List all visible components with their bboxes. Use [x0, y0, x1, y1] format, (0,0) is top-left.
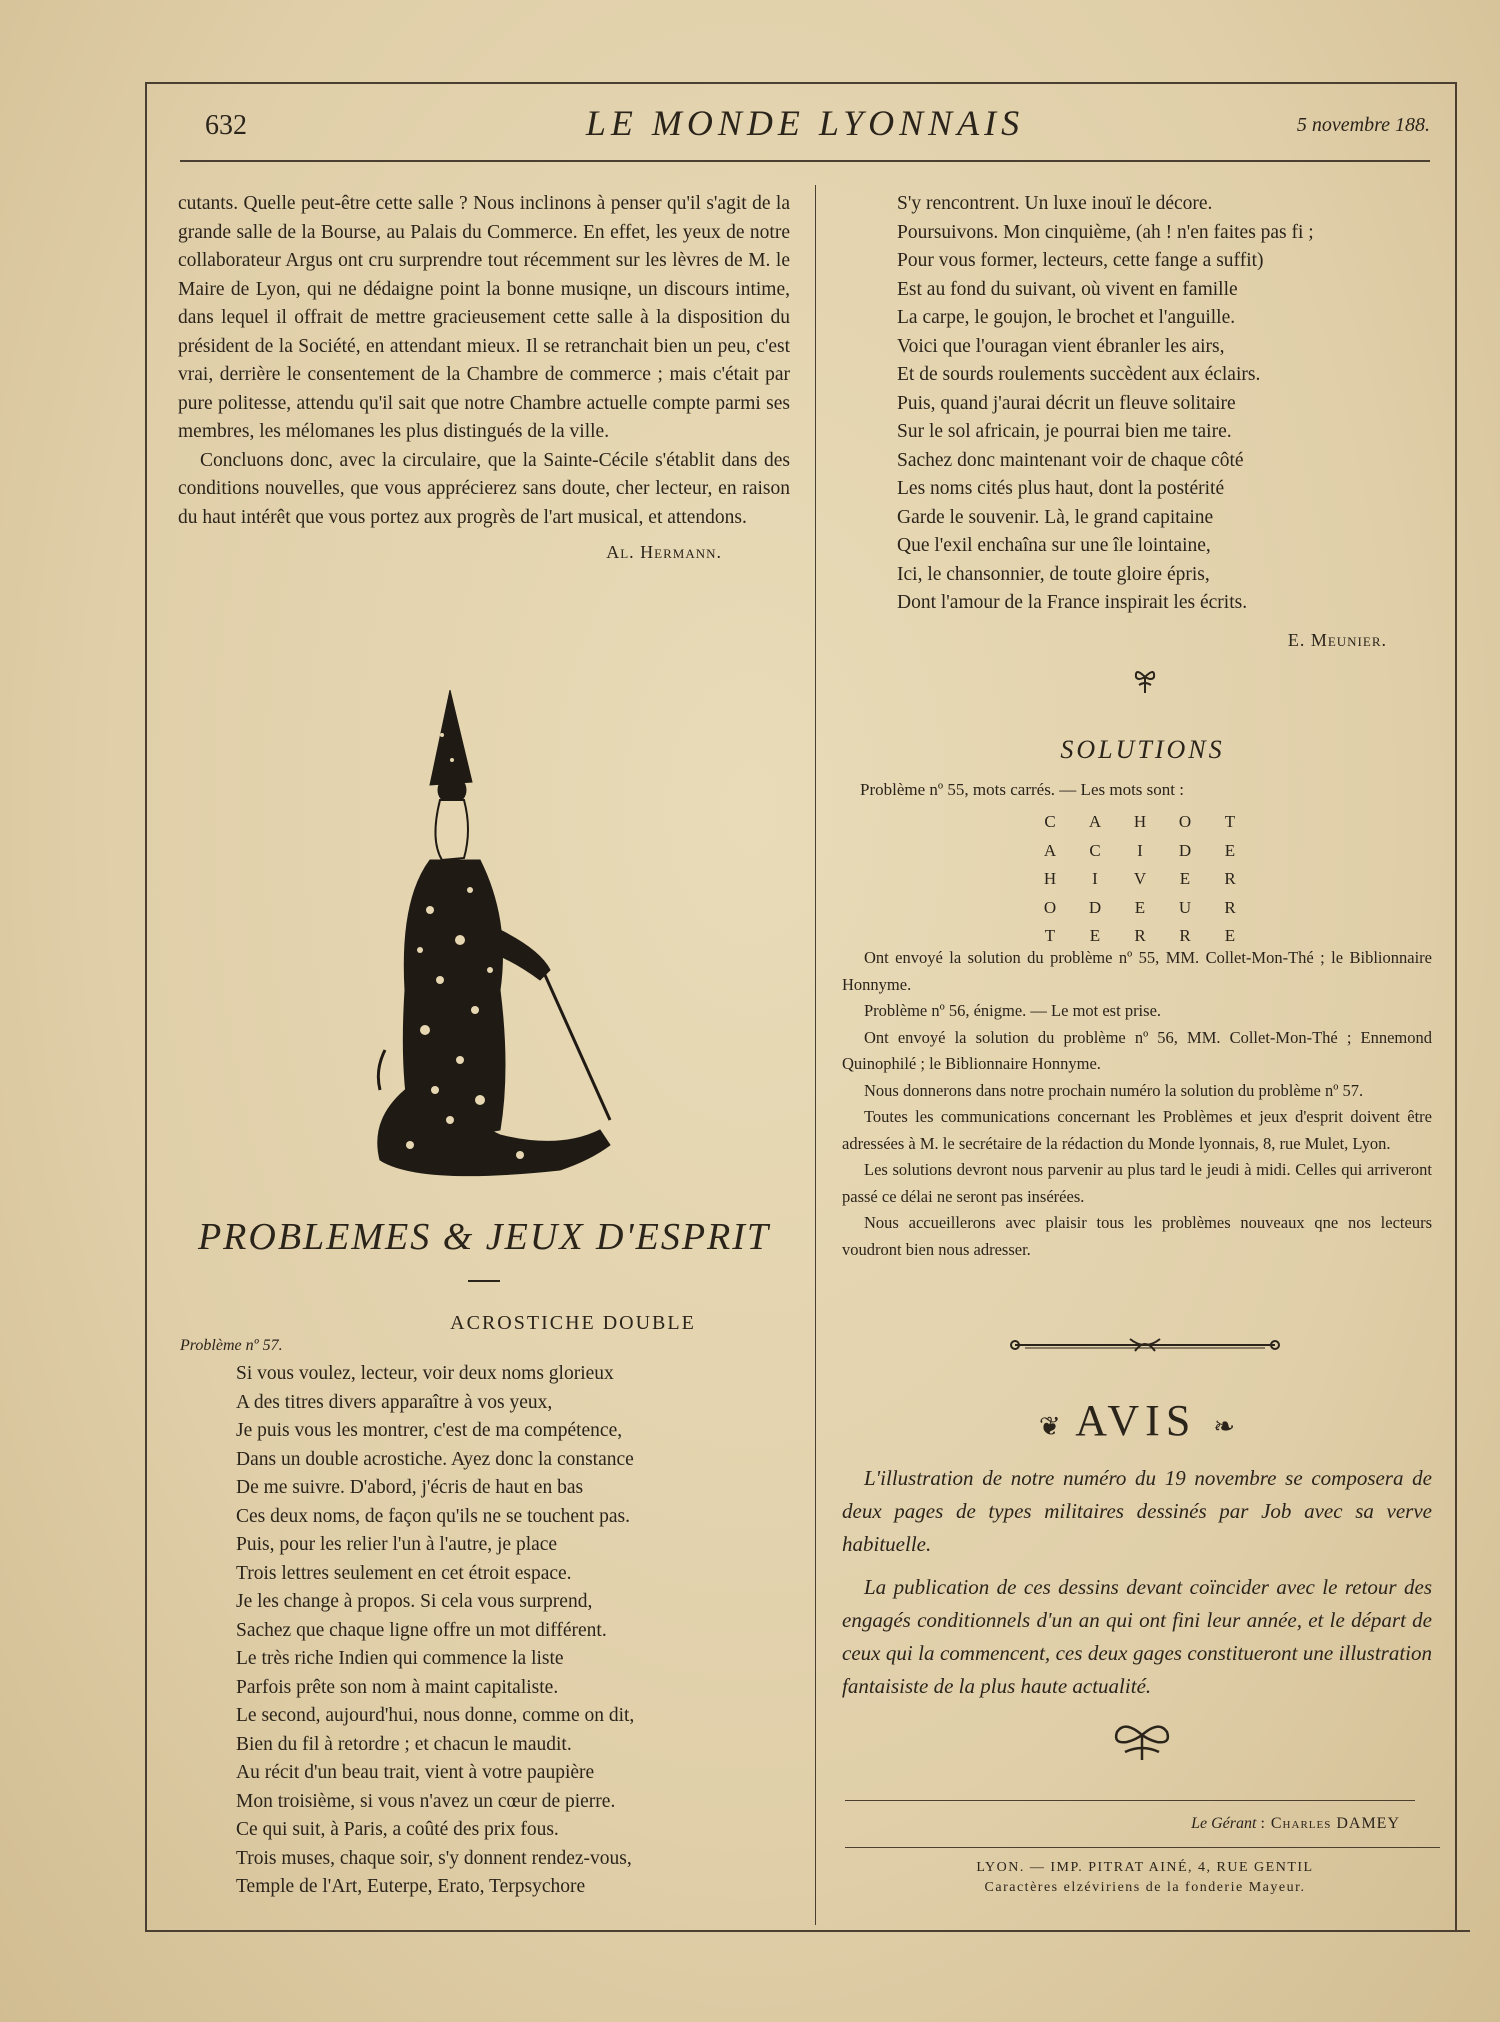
wizard-illustration	[360, 690, 630, 1185]
poem-line: Puis, pour les relier l'un à l'autre, je place	[236, 1534, 558, 1555]
imprint-line-1: LYON. — IMP. PITRAT AINÉ, 4, RUE GENTIL	[976, 1860, 1314, 1875]
poem-line: Trois muses, chaque soir, s'y donnent rendez-vous,	[236, 1847, 632, 1869]
article-signature: Al. Hermann.	[606, 542, 722, 562]
poem-line: Sur le sol africain, je pourrai bien me taire.	[897, 421, 1232, 442]
grid-letter: E	[1089, 926, 1101, 945]
grid-letter: E	[1179, 869, 1191, 888]
tailpiece-ornament	[1105, 1720, 1180, 1765]
word-square-grid	[1040, 808, 1240, 951]
poem-line: Mon troisième, si vous n'avez un cœur de pierre.	[236, 1790, 616, 1812]
poem-line: De me suivre. D'abord, j'écris de haut en bas	[236, 1477, 584, 1498]
avis-heading	[842, 1395, 1432, 1446]
poem-line: Sachez donc maintenant voir de chaque côté	[897, 449, 1244, 471]
poem-line: Garde le souvenir. Là, le grand capitaine	[897, 506, 1214, 528]
grid-letter: H	[1133, 812, 1147, 831]
solutions-paragraph: Nous donnerons dans notre prochain numéro la solution du problème nº 57.	[864, 1080, 1364, 1100]
journal-title: LE MONDE LYONNAIS	[585, 103, 1025, 143]
poem-line: Trois lettres seulement en cet étroit espace.	[236, 1562, 572, 1584]
poem-line: Et de sourds roulements succèdent aux éclairs.	[897, 364, 1261, 385]
poem-line: Voici que l'ouragan vient ébranler les airs,	[897, 335, 1225, 357]
fleuron-ornament	[1130, 665, 1160, 695]
poem-line: Je puis vous les montrer, c'est de ma compétence,	[236, 1420, 623, 1441]
poem-line: Si vous voulez, lecteur, voir deux noms glorieux	[236, 1363, 614, 1384]
flourish-left-icon: ❦	[1038, 1412, 1061, 1441]
grid-letter: E	[1134, 897, 1146, 917]
grid-letter: H	[1043, 869, 1057, 888]
grid-letter: E	[1224, 926, 1236, 945]
imprint-line-2: Caractères elzéviriens de la fonderie Mayeur.	[984, 1880, 1306, 1895]
poem-line: Ces deux noms, de façon qu'ils ne se touchent pas.	[236, 1505, 630, 1527]
poem-line: Est au fond du suivant, où vivent en famille	[897, 278, 1238, 300]
poem-line: Puis, quand j'aurai décrit un fleuve solitaire	[897, 392, 1236, 414]
poem-line: Sachez que chaque ligne offre un mot différent.	[236, 1619, 607, 1641]
poem-line: Pour vous former, lecteurs, cette fange a suffit)	[897, 250, 1264, 271]
acrostiche-poem-part2	[897, 190, 1397, 618]
issue-date: 5 novembre 188.	[1296, 114, 1430, 136]
grid-letter: R	[1179, 926, 1191, 945]
word-square-row	[1040, 837, 1240, 866]
grid-letter: D	[1178, 840, 1192, 860]
poem-signature: E. Meunier.	[1287, 630, 1387, 650]
problemes-title: PROBLEMES & JEUX D'ESPRIT	[197, 1216, 771, 1258]
avis-paragraph: La publication de ces dessins devant coïncider avec le retour des engagés conditionnels d'un an qui ont fini leur année, et le départ de ceux qui la commencent, ces deux gages constitueront une illustration fantaisiste de la plus haute actualité.	[842, 1575, 1432, 1698]
solutions-paragraph: Nous accueillerons avec plaisir tous les problèmes nouveaux qne nos lecteurs voudront bien nous adresser.	[842, 1213, 1432, 1259]
frame-right-rule	[1455, 82, 1457, 1932]
poem-line: Le second, aujourd'hui, nous donne, comme on dit,	[236, 1705, 635, 1726]
gerant-label: Le Gérant	[1191, 1815, 1257, 1832]
probleme-label: Problème nº 57.	[180, 1337, 283, 1354]
poem-line: Ce qui suit, à Paris, a coûté des prix fous.	[236, 1819, 559, 1840]
solution-55-intro: Problème nº 55, mots carrés. — Les mots sont :	[860, 780, 1184, 799]
gerant-name: : Charles DAMEY	[1260, 1815, 1400, 1832]
grid-letter: T	[1224, 812, 1236, 831]
frame-top-rule	[145, 82, 1455, 84]
printer-imprint	[845, 1858, 1445, 1898]
poem-line: Dont l'amour de la France inspirait les écrits.	[897, 592, 1248, 613]
frame-bottom-rule	[145, 1930, 1470, 1932]
word-square-row	[1040, 894, 1240, 923]
solutions-paragraph: Ont envoyé la solution du problème nº 56, MM. Collet-Mon-Thé ; Ennemond Quinophilé ; le Biblionnaire Honnyme.	[842, 1027, 1432, 1073]
grid-letter: R	[1224, 869, 1236, 888]
acrostiche-title: ACROSTICHE DOUBLE	[450, 1312, 696, 1334]
solutions-paragraph: Ont envoyé la solution du problème nº 55, MM. Collet-Mon-Thé ; le Biblionnaire Honnyme.	[842, 948, 1432, 994]
grid-letter: D	[1088, 897, 1102, 917]
avis-paragraph: L'illustration de notre numéro du 19 novembre se composera de deux pages de types militaires dessinés par Job avec sa verve habituelle.	[842, 1466, 1432, 1556]
grid-letter: E	[1224, 840, 1236, 860]
grid-letter: O	[1178, 812, 1192, 831]
frame-left-rule	[145, 82, 147, 1932]
grid-letter: T	[1044, 926, 1056, 945]
poem-line: Au récit d'un beau trait, vient à votre paupière	[236, 1762, 595, 1783]
poem-line: Temple de l'Art, Euterpe, Erato, Terpsychore	[236, 1876, 586, 1897]
header-rule	[180, 160, 1430, 162]
page-number: 632	[205, 110, 247, 141]
poem-line: La carpe, le goujon, le brochet et l'anguille.	[897, 307, 1236, 328]
grid-letter: I	[1137, 840, 1143, 860]
solutions-paragraph: Problème nº 56, énigme. — Le mot est prise.	[864, 1001, 1162, 1020]
poem-line: Je les change à propos. Si cela vous surprend,	[236, 1591, 593, 1612]
page-header	[180, 100, 1430, 150]
article-paragraph-2: Concluons donc, avec la circulaire, que la Sainte-Cécile s'établit dans des conditions nouvelles, que vous apprécierez sans doute, cher lecteur, en raison du haut intérêt que vous portez aux progrès de l'art musical, et attendons.	[178, 449, 790, 528]
acrostiche-poem-part1	[236, 1360, 796, 1902]
word-square-row	[1040, 808, 1240, 837]
grid-letter: A	[1043, 840, 1057, 860]
poem-line: Le très riche Indien qui commence la liste	[236, 1648, 564, 1669]
gerant-line	[845, 1815, 1400, 1833]
poem-line: Dans un double acrostiche. Ayez donc la constance	[236, 1448, 634, 1470]
grid-letter: A	[1088, 812, 1102, 831]
poem-line: Parfois prête son nom à maint capitaliste.	[236, 1676, 559, 1698]
poem-line: Les noms cités plus haut, dont la postérité	[897, 478, 1225, 499]
avis-title: AVIS	[1075, 1396, 1197, 1445]
poem-line: Bien du fil à retordre ; et chacun le maudit.	[236, 1733, 572, 1755]
footer-rule-top	[845, 1800, 1415, 1801]
flourish-right-icon: ❧	[1213, 1412, 1236, 1441]
grid-letter: C	[1089, 840, 1101, 860]
solutions-paragraph: Toutes les communications concernant les Problèmes et jeux d'esprit doivent être adressées à M. le secrétaire de la rédaction du Monde lyonnais, 8, rue Mulet, Lyon.	[842, 1107, 1432, 1153]
solutions-title: SOLUTIONS	[1060, 735, 1225, 764]
grid-letter: O	[1043, 897, 1057, 917]
grid-letter: I	[1092, 869, 1098, 888]
ornamental-divider	[1005, 1335, 1285, 1355]
grid-letter: U	[1178, 897, 1192, 917]
column-divider	[815, 185, 816, 1925]
grid-letter: C	[1044, 812, 1056, 831]
poem-line: Poursuivons. Mon cinquième, (ah ! n'en faites pas fi ;	[897, 221, 1314, 243]
footer-rule-bottom	[845, 1847, 1440, 1848]
article-continuation	[178, 190, 790, 567]
solutions-paragraph: Les solutions devront nous parvenir au plus tard le jeudi à midi. Celles qui arriveront passé ce délai ne seront pas insérées.	[842, 1160, 1432, 1206]
poem-line: A des titres divers apparaître à vos yeux,	[236, 1391, 553, 1413]
avis-body	[842, 1462, 1432, 1713]
poem-line: S'y rencontrent. Un luxe inouï le décore.	[897, 193, 1213, 214]
grid-letter: R	[1134, 926, 1146, 945]
poem-line: Ici, le chansonnier, de toute gloire épris,	[897, 563, 1210, 585]
grid-letter: R	[1224, 897, 1236, 917]
solutions-body	[842, 945, 1432, 1263]
article-paragraph-1: cutants. Quelle peut-être cette salle ? Nous inclinons à penser qu'il s'agit de la grande salle de la Bourse, au Palais du Commerce. En effet, les yeux de notre collaborateur Argus ont cru surprendre tout récemment sur les lèvres de M. le Maire de Lyon, qui ne dédaigne point la bonne musiqne, un discours intime, dans lequel il offrait de mettre gracieusement cette salle à la disposition du président de la Société, en attendant mieux. Il se retranchait bien un peu, c'est vrai, derrière le consentement de la Chambre de commerce ; mais c'était par pure politesse, attendu qu'il sait que notre Chambre actuelle compte parmi ses membres, les mélomanes les plus distingués de la ville.	[178, 193, 790, 442]
title-rule	[468, 1280, 500, 1282]
word-square-row	[1040, 865, 1240, 894]
grid-letter: V	[1133, 869, 1147, 888]
poem-line: Que l'exil enchaîna sur une île lointaine,	[897, 535, 1211, 556]
